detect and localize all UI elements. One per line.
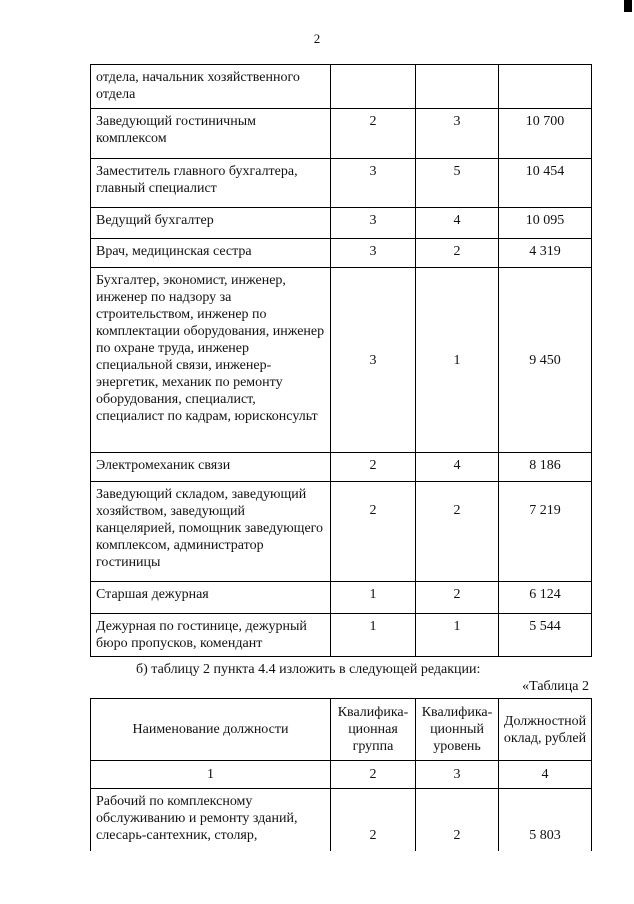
position-name: Заведующий гостиничным комплексом [91,109,331,159]
table-row [91,789,592,851]
column-number-row [91,761,592,789]
column-number: 2 [331,761,416,789]
salary-table-2 [90,698,592,851]
page-number: 2 [313,31,321,46]
qualification-level [416,65,499,109]
table-header-row [91,699,592,761]
position-name: Заведующий складом, заведующий хозяйством, заведующий канцелярией, помощник заведующего комплексом, администратор гостиницы [91,482,331,582]
salary-value: 10 700 [499,109,592,159]
column-number: 3 [416,761,499,789]
salary-value: 10 095 [499,208,592,239]
salary-value: 6 124 [499,582,592,614]
qualification-group: 2 [331,482,416,582]
table-caption: «Таблица 2 [522,679,589,694]
qualification-group: 2 [331,789,416,851]
table-row [91,239,592,268]
qualification-level: 3 [416,109,499,159]
qualification-group: 1 [331,582,416,614]
qualification-group: 2 [331,109,416,159]
salary-value: 9 450 [499,268,592,453]
qualification-group: 2 [331,453,416,482]
table-row [91,582,592,614]
table-row [91,109,592,159]
qualification-level: 1 [416,614,499,657]
table-row [91,268,592,453]
header-position-name: Наименование должности [91,699,331,761]
qualification-group: 1 [331,614,416,657]
position-name: Заместитель главного бухгалтера, главный специалист [91,159,331,208]
salary-value [499,65,592,109]
table-row [91,482,592,582]
qualification-level: 2 [416,582,499,614]
header-qualification-group: Квалифика-ционная группа [331,699,416,761]
position-name: Бухгалтер, экономист, инженер, инженер по надзору за строительством, инженер по комплектации оборудования, инженер по охране труда, инженер специальной связи, инженер-энергетик, механик по ремонту оборудования, специалист, специалист по кадрам, юрисконсульт [91,268,331,453]
salary-value: 8 186 [499,453,592,482]
position-name: Электромеханик связи [91,453,331,482]
qualification-level: 2 [416,239,499,268]
position-name: Дежурная по гостинице, дежурный бюро пропусков, комендант [91,614,331,657]
salary-value: 5 544 [499,614,592,657]
header-salary: Должностной оклад, рублей [499,699,592,761]
position-name: отдела, начальник хозяйственного отдела [91,65,331,109]
table-row [91,614,592,657]
column-number: 1 [91,761,331,789]
table-row [91,208,592,239]
qualification-group: 3 [331,268,416,453]
table-row [91,453,592,482]
qualification-level: 2 [416,789,499,851]
column-number: 4 [499,761,592,789]
qualification-group [331,65,416,109]
header-qualification-level: Квалифика-ционный уровень [416,699,499,761]
salary-value: 7 219 [499,482,592,582]
salary-table-continued [90,64,592,657]
position-name: Ведущий бухгалтер [91,208,331,239]
salary-value: 10 454 [499,159,592,208]
table-row [91,159,592,208]
position-name: Врач, медицинская сестра [91,239,331,268]
qualification-group: 3 [331,239,416,268]
qualification-level: 4 [416,453,499,482]
qualification-level: 5 [416,159,499,208]
qualification-group: 3 [331,159,416,208]
amendment-instruction: б) таблицу 2 пункта 4.4 изложить в следующей редакции: [136,662,481,677]
position-name: Старшая дежурная [91,582,331,614]
qualification-group: 3 [331,208,416,239]
table-row [91,65,592,109]
salary-value: 5 803 [499,789,592,851]
qualification-level: 2 [416,482,499,582]
scan-mark [624,0,632,12]
qualification-level: 1 [416,268,499,453]
position-name: Рабочий по комплексному обслуживанию и ремонту зданий, слесарь-сантехник, столяр, [91,789,331,851]
salary-value: 4 319 [499,239,592,268]
qualification-level: 4 [416,208,499,239]
